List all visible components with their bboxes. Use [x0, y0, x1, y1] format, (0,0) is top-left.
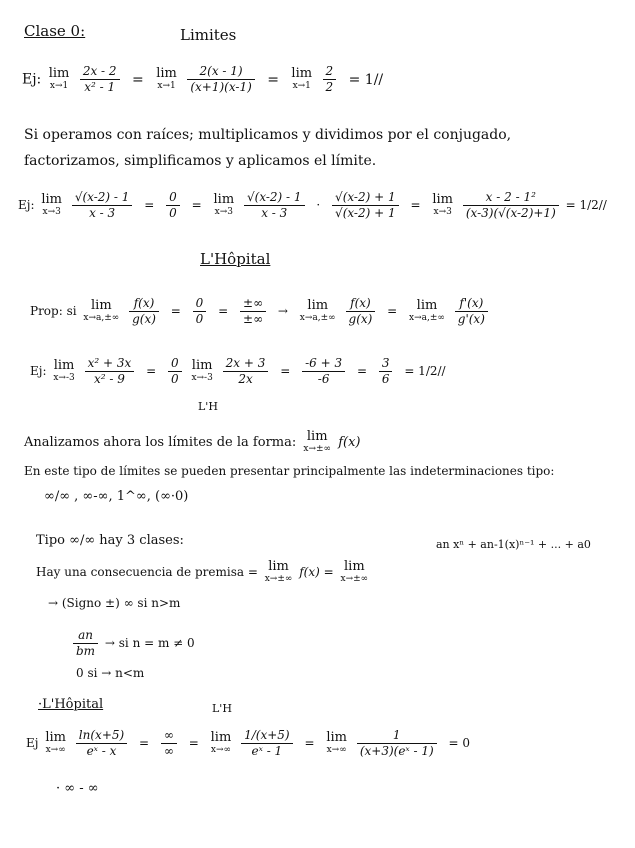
tipo-line-2: [36, 560, 371, 585]
limit: lim x→3: [432, 192, 453, 217]
limit: lim x→-3: [191, 358, 213, 383]
fraction: $\frac{0}{0}$: [168, 356, 182, 387]
result: = 0: [448, 736, 471, 750]
limit: lim x→∞: [326, 730, 347, 755]
fraction: $\frac{√(x-2) - 1}{x - 3}$: [72, 190, 133, 221]
example-4: [26, 728, 475, 759]
example-2: [18, 190, 607, 221]
example-label: Ej:: [18, 198, 35, 212]
fraction: $\frac{√(x-2) + 1}{√(x-2) + 1}$: [332, 190, 399, 221]
limit: lim x→a,±∞: [299, 298, 336, 323]
fraction: $\frac{2}{2}$: [323, 64, 337, 95]
tipo-line-3: → (Signo ±) ∞ si n>m: [48, 596, 181, 610]
paragraph-2-line-3: ∞/∞ , ∞-∞, 1^∞, (∞·0): [44, 489, 189, 504]
paragraph-1-line-1: Si operamos con raíces; multiplicamos y dividimos por el conjugado,: [24, 127, 512, 143]
result: = 1//: [348, 71, 384, 88]
limit: lim x→1: [156, 66, 177, 91]
last-line: · ∞ - ∞: [56, 781, 99, 796]
topic-title: Limites: [180, 26, 237, 44]
limit: lim x→∞: [210, 730, 232, 755]
example-label: Ej:: [30, 364, 47, 378]
fraction: $\frac{2(x - 1)}{(x+1)(x-1)}$: [187, 64, 254, 95]
equals: =: [387, 304, 398, 318]
class-label-text: Clase 0:: [24, 22, 86, 40]
tipo-line-1: Tipo ∞/∞ hay 3 clases:: [36, 533, 184, 548]
result: = 1/2//: [404, 364, 446, 378]
fraction: $\frac{2x - 2}{\text{x² - 1}}$: [80, 64, 120, 95]
equals: =: [356, 364, 368, 378]
lhopital-mark: L'H: [198, 400, 218, 413]
result: = 1/2//: [565, 198, 607, 212]
fraction: $\frac{\text{x - 2 - 1²}}{(x-3)(√(x-2)+1)}$: [463, 190, 559, 221]
limit: lim x→1: [291, 66, 313, 91]
fraction: $\frac{f(x)}{g(x)}$: [346, 296, 376, 327]
fraction: $\frac{an}{bm}$: [73, 628, 98, 659]
equals: =: [304, 736, 315, 750]
paragraph-2-text: Analizamos ahora los límites de la forma:: [24, 435, 297, 450]
fraction: $\frac{\pm\infty}{\pm\infty}$: [240, 296, 266, 327]
class-label: [24, 22, 85, 40]
limit: lim x→1: [48, 66, 70, 91]
lhopital-mark: L'H: [212, 702, 232, 715]
prop-label: Prop: si: [30, 304, 77, 318]
lhopital-heading: L'Hôpital: [200, 250, 271, 268]
limit: lim x→3: [213, 192, 235, 217]
equals: =: [132, 71, 144, 88]
example-3: [30, 356, 451, 387]
fraction: $\frac{1/(x+5)}{\text{eˣ - 1}}$: [241, 728, 293, 759]
limit: lim x→-3: [53, 358, 75, 383]
limit: lim x→±∞: [264, 559, 293, 584]
limit: lim x→a,±∞: [83, 298, 120, 323]
fraction: $\frac{f(x)}{g(x)}$: [129, 296, 159, 327]
fraction: $\frac{f'(x)}{g'(x)}$: [455, 296, 488, 327]
limit: lim x→∞: [45, 730, 66, 755]
equals: =: [267, 71, 279, 88]
fraction: $\frac{-6 + 3}{-6}$: [302, 356, 345, 387]
fraction: $\frac{3}{6}$: [379, 356, 393, 387]
fraction: $\frac{√(x-2) - 1}{x - 3}$: [244, 190, 305, 221]
equals: =: [280, 364, 291, 378]
proposition: [30, 296, 491, 327]
fraction: $\frac{2x + 3}{2x}$: [223, 356, 269, 387]
implies-arrow: →: [277, 304, 288, 318]
limit: lim x→±∞: [303, 429, 332, 454]
limit: lim x→±∞: [340, 559, 369, 584]
fraction: $\frac{\infty}{\infty}$: [161, 728, 177, 759]
equals: =: [410, 198, 421, 212]
tipo-premise-text: Hay una consecuencia de premisa =: [36, 565, 258, 579]
multiply-dot: ·: [316, 198, 321, 212]
equals: =: [139, 736, 150, 750]
equals: =: [144, 198, 155, 212]
example-label: Ej: [26, 736, 39, 750]
fraction: $\frac{1}{\text{(x+3)(eˣ - 1)}}$: [357, 728, 437, 759]
lhopital-subheading: ·L'Hôpital: [38, 697, 104, 712]
example-1: [22, 64, 388, 95]
fraction: $\frac{\text{x² + 3x}}{\text{x² - 9}}$: [85, 356, 135, 387]
function-f: f(x) =: [299, 565, 334, 579]
tipo-line-5: 0 si → n<m: [76, 666, 145, 680]
limit: lim x→a,±∞: [409, 298, 445, 323]
function-f: f(x): [338, 435, 361, 450]
equals: =: [218, 304, 229, 318]
equals: =: [146, 364, 157, 378]
fraction: $\frac{\ln(x+5)}{\text{eˣ - x}}$: [76, 728, 127, 759]
fraction: $\frac{0}{0}$: [166, 190, 180, 221]
example-label: Ej:: [22, 71, 42, 88]
polynomial-note: an xⁿ + an-1(x)ⁿ⁻¹ + ... + a0: [436, 538, 591, 551]
tipo-line-4: [70, 628, 195, 659]
paragraph-1-line-2: factorizamos, simplificamos y aplicamos el límite.: [24, 153, 377, 169]
fraction: $\frac{0}{0}$: [193, 296, 207, 327]
paragraph-2-line-2: En este tipo de límites se pueden presentar principalmente las indeterminaciones tipo:: [24, 464, 555, 478]
equals: =: [188, 736, 199, 750]
limit: lim x→3: [41, 192, 63, 217]
equals: =: [170, 304, 181, 318]
tipo-condition: → si n = m ≠ 0: [104, 636, 195, 650]
equals: =: [191, 198, 202, 212]
paragraph-2-line-1: [24, 430, 360, 455]
